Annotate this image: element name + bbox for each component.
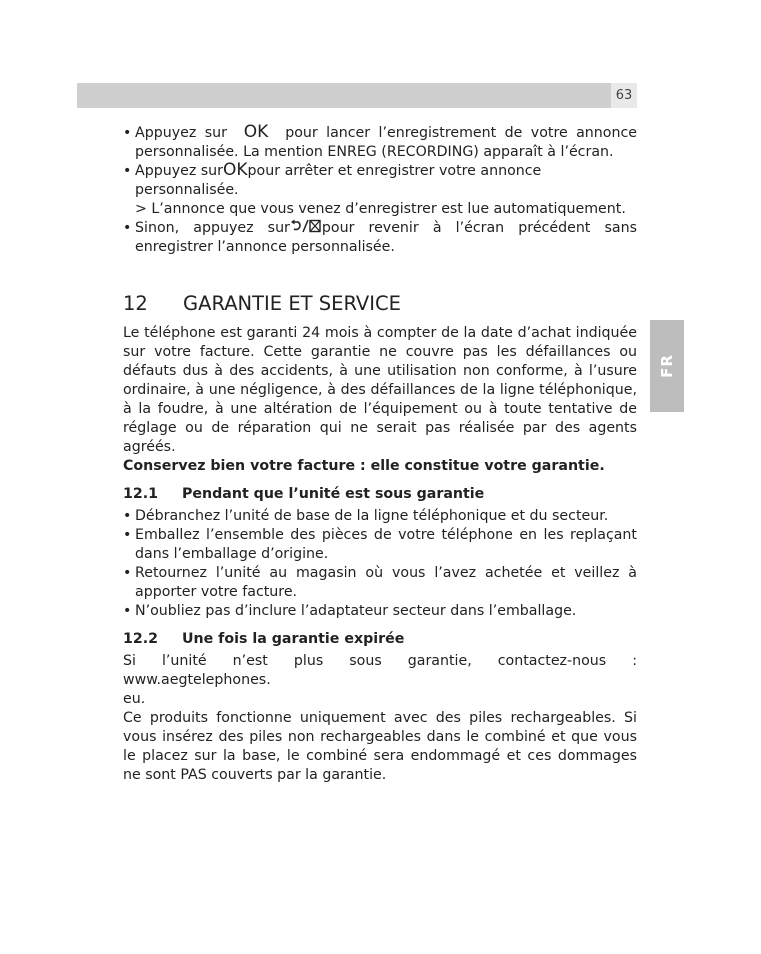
list-item: • Emballez l’ensemble des pièces de votre téléphone en les replaçant dans l’emballage d’origine. bbox=[123, 526, 637, 564]
battery-warning-paragraph: Ce produits fonctionne uniquement avec des piles rechargeables. Si vous insérez des piles non rechargeables dans le combiné et que vous le placez sur la base, le combiné sera endommagé et ces dommages ne sont PAS couverts par la garantie. bbox=[123, 710, 637, 783]
bullet-press-ok-stop bbox=[123, 162, 637, 219]
bullet-text: pour lancer l’enregistrement de votre annonce personnalisée. La mention ENREG (RECORDING) apparaît à l’écran. bbox=[135, 125, 637, 160]
section-number: 12.2 bbox=[123, 631, 159, 647]
contact-line: Si l’unité n’est plus sous garantie, contactez-nous : www.aegtelephones. bbox=[123, 653, 637, 688]
ok-key-label: OK bbox=[243, 122, 269, 142]
section-number: 12.1 bbox=[123, 486, 159, 502]
ok-key-label: OK bbox=[223, 160, 248, 180]
list-item: • N’oubliez pas d’inclure l’adaptateur secteur dans l’emballage. bbox=[123, 602, 637, 621]
header-bar bbox=[77, 83, 637, 108]
back-delete-icon bbox=[290, 219, 322, 233]
page-number: 63 bbox=[611, 83, 637, 108]
list-item: • Retournez l’unité au magasin où vous l’avez achetée et veillez à apporter votre facture. bbox=[123, 564, 637, 602]
section-12-1-heading bbox=[123, 485, 637, 504]
bullet-text: pour revenir à l’écran précédent sans enregistrer l’annonce personnalisée. bbox=[135, 220, 637, 255]
bullet-text: pour arrêter et enregistrer votre annonce personnalisée. bbox=[135, 163, 542, 198]
contact-line-end: eu. bbox=[123, 691, 146, 707]
language-tab bbox=[650, 320, 684, 412]
language-tab-label: FR bbox=[658, 354, 676, 378]
bullet-press-back bbox=[123, 219, 637, 257]
warranty-paragraph: Le téléphone est garanti 24 mois à compter de la date d’achat indiquée sur votre facture. Cette garantie ne couvre pas les défaillances ou défauts dus à des accidents, à une utilisation non conforme, à l’usure ordinaire, à une négligence, à des défaillances de la ligne téléphonique, à la foudre, à une altération de l’équipement ou à toute tentative de réglage ou de réparation qui ne serait pas réalisée par des agents agréés. bbox=[123, 325, 637, 455]
section-title: Une fois la garantie expirée bbox=[182, 631, 405, 647]
page-content bbox=[123, 124, 637, 785]
section-title: GARANTIE ET SERVICE bbox=[183, 292, 401, 315]
section-number: 12 bbox=[123, 292, 148, 315]
bullet-text: Appuyez sur bbox=[135, 163, 224, 179]
keep-invoice-note: Conservez bien votre facture : elle constitue votre garantie. bbox=[123, 458, 605, 474]
bullet-text: Sinon, appuyez sur bbox=[135, 220, 290, 236]
section-12-heading bbox=[123, 292, 637, 316]
bullet-text: Appuyez sur bbox=[135, 125, 227, 141]
bullet-press-ok-start bbox=[123, 124, 637, 162]
section-title: Pendant que l’unité est sous garantie bbox=[182, 486, 485, 502]
list-item: • Débranchez l’unité de base de la ligne téléphonique et du secteur. bbox=[123, 507, 637, 526]
section-12-2-heading bbox=[123, 630, 637, 649]
bullet-subline: > L’annonce que vous venez d’enregistrer est lue automatiquement. bbox=[135, 201, 626, 217]
